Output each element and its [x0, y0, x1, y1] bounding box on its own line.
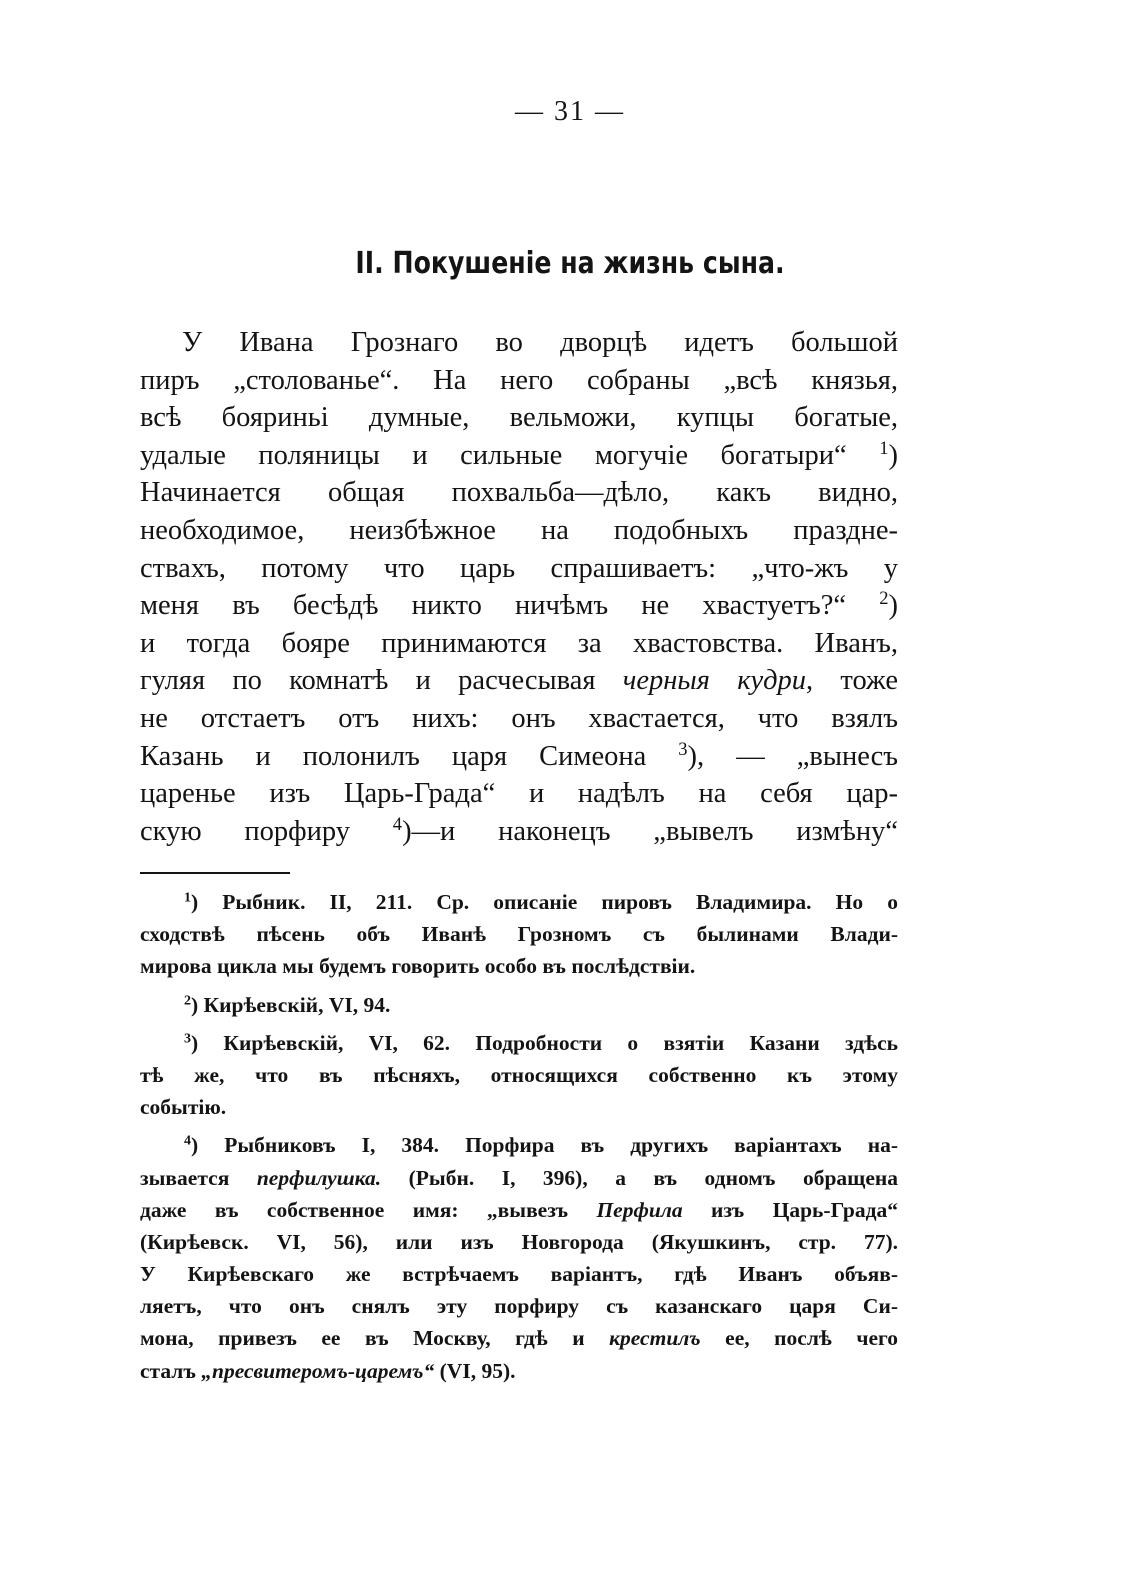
footnote-line: тѣ же, что въ пѣсняхъ, относящихся собственно къ этому [140, 1062, 898, 1087]
line-text: ) Рыбник. II, 211. Ср. описаніе пировъ Владимира. Но о [190, 890, 898, 914]
body-paragraph [140, 324, 898, 850]
footnote-number: 4 [184, 1133, 191, 1149]
line-text: даже въ собственное имя: „вывезъ [140, 1197, 597, 1222]
footnote-line: событію. [140, 1095, 227, 1120]
footnote-marker: 3 [678, 738, 688, 760]
body-line: ствахъ, потому что царь спрашиваетъ: „что-жъ у [140, 552, 898, 584]
footnote-line [140, 1194, 898, 1226]
footnote-line [140, 1162, 898, 1194]
footnote-3 [140, 1027, 898, 1124]
page-number: — 31 — [515, 96, 625, 127]
footnote-4 [140, 1129, 898, 1387]
footnote-marker: 2 [879, 587, 889, 609]
body-line [140, 813, 898, 851]
line-text: скую порфиру [140, 815, 393, 847]
footnote-line: сходствѣ пѣсень объ Иванѣ Грозномъ съ былинами Влади- [140, 922, 898, 947]
footnote-line [140, 1355, 898, 1387]
footnote-line: У Кирѣевскаго же встрѣчаемъ варіантъ, гдѣ Иванъ объяв- [140, 1262, 898, 1287]
line-text: )—и наконецъ „вывелъ измѣну“ [402, 815, 899, 847]
footnote-number: 2 [184, 992, 191, 1008]
line-text: изъ Царь-Града“ [682, 1197, 898, 1222]
body-line: пиръ „столованье“. На него собраны „всѣ князья, [140, 364, 898, 396]
line-text: ее, послѣ чего [700, 1326, 898, 1351]
body-line [140, 437, 898, 475]
italic-text: Перфила [596, 1197, 683, 1222]
body-line: Начинается общая похвальба—дѣло, какъ видно, [140, 477, 898, 509]
line-text: ) Рыбниковъ I, 384. Порфира въ другихъ варіантахъ на- [190, 1133, 898, 1158]
line-text: гуляя по комнатѣ и расчесывая [140, 665, 623, 697]
italic-text: „пресвитеромъ-царемъ“ [201, 1358, 435, 1383]
line-text: зывается [140, 1165, 257, 1190]
body-line: не отстаетъ отъ нихъ: онъ хвастается, что взялъ [140, 702, 898, 734]
body-line [140, 662, 898, 700]
line-text: , тоже [806, 665, 898, 697]
line-text: ) [888, 439, 898, 471]
body-line [140, 738, 898, 776]
line-text: удалые поляницы и сильные могучіе богатыри“ [140, 439, 880, 471]
line-text: (VI, 95). [434, 1358, 516, 1383]
body-line: царенье изъ Царь-Града“ и надѣлъ на себя цар- [140, 778, 898, 810]
body-line: и тогда бояре принимаются за хвастовства. Иванъ, [140, 627, 898, 659]
footnote-marker: 4 [392, 813, 403, 835]
footnote-marker: 1 [879, 437, 889, 459]
italic-text: перфилушка. [256, 1165, 382, 1190]
chapter-heading: II. Покушеніе на жизнь сына. [355, 246, 785, 281]
line-text: сталъ [140, 1358, 202, 1383]
italic-text: черныя кудри [622, 665, 807, 697]
footnote-divider [140, 872, 290, 874]
line-text: (Рыбн. I, 396), а въ одномъ обращена [381, 1165, 899, 1190]
footnote-number: 3 [184, 1031, 191, 1047]
body-line: всѣ бояриньі думные, вельможи, купцы богатые, [140, 402, 898, 434]
line-text: ), — „вынесъ [687, 740, 898, 772]
footnote-line: (Кирѣевск. VI, 56), или изъ Новгорода (Якушкинъ, стр. 77). [140, 1229, 898, 1254]
body-line [140, 587, 898, 625]
footnote-2 [140, 989, 898, 1021]
line-text: меня въ бесѣдѣ никто ничѣмъ не хвастуетъ?“ [140, 590, 880, 622]
footnote-number: 1 [184, 890, 191, 906]
footnote-line [140, 989, 898, 1021]
line-text: Казань и полонилъ царя Симеона [140, 740, 679, 772]
footnote-line [140, 1129, 898, 1161]
footnote-line: ляетъ, что онъ снялъ эту порфиру съ казанскаго царя Си- [140, 1294, 898, 1319]
footnote-line [140, 886, 898, 918]
footnotes [140, 886, 898, 1387]
line-text: ) Кирѣевскій, VI, 94. [190, 992, 391, 1017]
footnote-line [140, 1322, 898, 1354]
body-line: У Ивана Грознаго во дворцѣ идетъ большой [182, 327, 898, 358]
footnote-line [140, 1027, 898, 1059]
line-text: ) [888, 590, 898, 622]
body-line: необходимое, неизбѣжное на подобныхъ праздне- [140, 514, 898, 546]
line-text: мона, привезъ ее въ Москву, гдѣ и [140, 1326, 610, 1351]
italic-text: крестилъ [609, 1326, 701, 1351]
footnote-line: мирова цикла мы будемъ говорить особо въ послѣдствіи. [140, 954, 696, 979]
footnote-1 [140, 886, 898, 983]
line-text: ) Кирѣевскій, VI, 62. Подробности о взятіи Казани здѣсь [190, 1030, 898, 1055]
